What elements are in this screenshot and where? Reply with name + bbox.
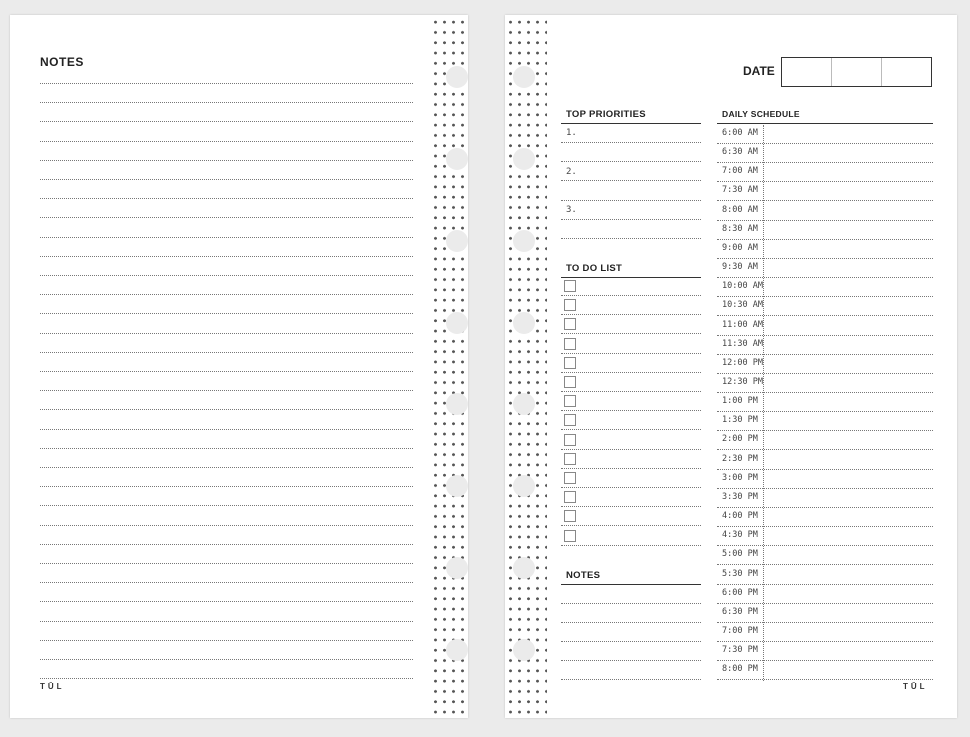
ruled-line (717, 315, 933, 316)
schedule-time: 4:30 PM (722, 530, 758, 541)
binder-hole (446, 230, 468, 252)
todo-checkbox[interactable] (564, 530, 576, 542)
schedule-time: 1:00 PM (722, 396, 758, 407)
ruled-line (717, 564, 933, 565)
schedule-time: 6:00 AM (722, 128, 758, 138)
ruled-line (561, 180, 701, 181)
ruled-line (40, 505, 413, 506)
ruled-line (561, 525, 701, 526)
ruled-line (717, 239, 933, 240)
todo-list-title: TO DO LIST (566, 263, 623, 274)
notes-title: NOTES (566, 570, 601, 581)
ruled-line (717, 143, 933, 144)
section-rule (561, 277, 701, 278)
date-label: DATE (743, 64, 775, 78)
ruled-line (40, 486, 413, 487)
ruled-line (40, 659, 413, 660)
schedule-time: 7:00 AM (722, 166, 758, 177)
ruled-line (40, 621, 413, 622)
ruled-line (40, 275, 413, 276)
brand-logo: TŪL (40, 682, 65, 691)
ruled-line (40, 678, 413, 679)
ruled-line (561, 429, 701, 430)
binder-hole (446, 148, 468, 170)
schedule-time: 6:00 PM (722, 587, 758, 598)
ruled-line (561, 238, 701, 239)
ruled-line (561, 660, 701, 661)
ruled-line (717, 335, 933, 336)
ruled-line (40, 313, 413, 314)
ruled-line (40, 371, 413, 372)
priority-number: 3. (566, 205, 577, 215)
schedule-divider (763, 125, 764, 681)
ruled-line (40, 160, 413, 161)
priority-number: 1. (566, 128, 577, 138)
schedule-time: 8:00 PM (722, 664, 758, 675)
ruled-line (717, 258, 933, 259)
section-rule (717, 123, 933, 124)
ruled-line (717, 220, 933, 221)
date-cell[interactable] (832, 58, 882, 86)
ruled-line (717, 545, 933, 546)
todo-checkbox[interactable] (564, 472, 576, 484)
todo-checkbox[interactable] (564, 453, 576, 465)
binder-hole (513, 148, 535, 170)
ruled-line (40, 237, 413, 238)
todo-checkbox[interactable] (564, 357, 576, 369)
ruled-line (40, 198, 413, 199)
binder-hole (513, 312, 535, 334)
binder-hole (446, 393, 468, 415)
schedule-time: 7:30 AM (722, 185, 758, 196)
binder-hole (513, 639, 535, 661)
schedule-time: 6:30 PM (722, 606, 758, 617)
schedule-time: 2:30 PM (722, 453, 758, 464)
todo-checkbox[interactable] (564, 414, 576, 426)
schedule-time: 12:00 PM (722, 357, 763, 368)
ruled-line (40, 294, 413, 295)
schedule-time: 12:30 PM (722, 376, 763, 387)
ruled-line (561, 372, 701, 373)
schedule-time: 6:30 AM (722, 147, 758, 158)
ruled-line (717, 488, 933, 489)
ruled-line (717, 162, 933, 163)
ruled-line (717, 296, 933, 297)
schedule-time: 7:00 PM (722, 625, 758, 636)
ruled-line (717, 373, 933, 374)
ruled-line (40, 217, 413, 218)
ruled-line (40, 467, 413, 468)
ruled-line (561, 641, 701, 642)
binder-hole (446, 639, 468, 661)
ruled-line (717, 354, 933, 355)
binder-hole (446, 312, 468, 334)
ruled-line (717, 622, 933, 623)
schedule-time: 11:00 AM (722, 319, 763, 330)
schedule-time: 8:30 AM (722, 223, 758, 234)
ruled-line (40, 83, 413, 84)
ruled-line (717, 660, 933, 661)
brand-logo: TŪL (903, 682, 928, 691)
ruled-line (561, 679, 701, 680)
ruled-line (561, 391, 701, 392)
ruled-line (561, 219, 701, 220)
ruled-line (40, 121, 413, 122)
todo-checkbox[interactable] (564, 491, 576, 503)
ruled-line (561, 333, 701, 334)
todo-checkbox[interactable] (564, 376, 576, 388)
top-priorities-title: TOP PRIORITIES (566, 109, 646, 120)
ruled-line (40, 141, 413, 142)
binder-hole (513, 557, 535, 579)
binder-hole (513, 393, 535, 415)
schedule-time: 7:30 PM (722, 645, 758, 655)
binder-hole (513, 230, 535, 252)
ruled-line (561, 468, 701, 469)
date-cell[interactable] (882, 58, 931, 86)
schedule-time: 11:30 AM (722, 338, 763, 349)
schedule-time: 9:30 AM (722, 262, 758, 272)
schedule-time: 5:30 PM (722, 568, 758, 579)
ruled-line (561, 545, 701, 546)
ruled-line (40, 179, 413, 180)
section-rule (561, 123, 701, 124)
ruled-line (561, 314, 701, 315)
ruled-line (561, 142, 701, 143)
dot-grid-strip (505, 15, 547, 718)
ruled-line (717, 469, 933, 470)
ruled-line (40, 525, 413, 526)
ruled-line (40, 390, 413, 391)
ruled-line (717, 181, 933, 182)
ruled-line (561, 295, 701, 296)
ruled-line (717, 603, 933, 604)
ruled-line (561, 622, 701, 623)
ruled-line (40, 429, 413, 430)
ruled-line (561, 449, 701, 450)
todo-checkbox[interactable] (564, 510, 576, 522)
dot-grid-strip (430, 15, 468, 718)
ruled-line (561, 353, 701, 354)
daily-schedule-title: DAILY SCHEDULE (722, 109, 800, 119)
ruled-line (717, 507, 933, 508)
ruled-line (561, 487, 701, 488)
binder-hole (446, 475, 468, 497)
schedule-time: 1:30 PM (722, 415, 758, 426)
ruled-line (561, 603, 701, 604)
ruled-line (717, 641, 933, 642)
binder-hole (513, 475, 535, 497)
schedule-time: 8:00 AM (722, 204, 758, 215)
schedule-time: 4:00 PM (722, 511, 758, 521)
priority-number: 2. (566, 167, 577, 177)
todo-checkbox[interactable] (564, 318, 576, 330)
right-daily-page (505, 15, 957, 718)
schedule-time: 10:00 AM (722, 281, 763, 292)
ruled-line (40, 256, 413, 257)
ruled-line (717, 430, 933, 431)
todo-checkbox[interactable] (564, 299, 576, 311)
section-rule (561, 584, 701, 585)
schedule-time: 9:00 AM (722, 242, 758, 253)
ruled-line (40, 544, 413, 545)
date-field[interactable] (781, 57, 932, 87)
ruled-line (717, 526, 933, 527)
binder-hole (446, 557, 468, 579)
todo-checkbox[interactable] (564, 395, 576, 407)
ruled-line (717, 277, 933, 278)
ruled-line (40, 352, 413, 353)
ruled-line (40, 448, 413, 449)
ruled-line (717, 584, 933, 585)
schedule-time: 5:00 PM (722, 549, 758, 560)
ruled-line (717, 679, 933, 680)
schedule-time: 10:30 AM (722, 300, 763, 311)
binder-hole (513, 66, 535, 88)
ruled-line (561, 200, 701, 201)
ruled-line (717, 392, 933, 393)
notes-title: NOTES (40, 55, 84, 69)
ruled-line (561, 161, 701, 162)
ruled-line (40, 640, 413, 641)
binder-hole (446, 66, 468, 88)
left-notes-page (10, 15, 468, 718)
todo-checkbox[interactable] (564, 338, 576, 350)
ruled-line (40, 409, 413, 410)
ruled-line (40, 102, 413, 103)
ruled-line (40, 563, 413, 564)
todo-checkbox[interactable] (564, 434, 576, 446)
ruled-line (717, 411, 933, 412)
todo-checkbox[interactable] (564, 280, 576, 292)
schedule-time: 3:00 PM (722, 472, 758, 483)
schedule-time: 2:00 PM (722, 434, 758, 445)
ruled-line (40, 601, 413, 602)
schedule-time: 3:30 PM (722, 491, 758, 502)
ruled-line (40, 582, 413, 583)
ruled-line (717, 200, 933, 201)
ruled-line (40, 333, 413, 334)
date-cell[interactable] (782, 58, 832, 86)
ruled-line (561, 410, 701, 411)
ruled-line (561, 506, 701, 507)
ruled-line (717, 449, 933, 450)
